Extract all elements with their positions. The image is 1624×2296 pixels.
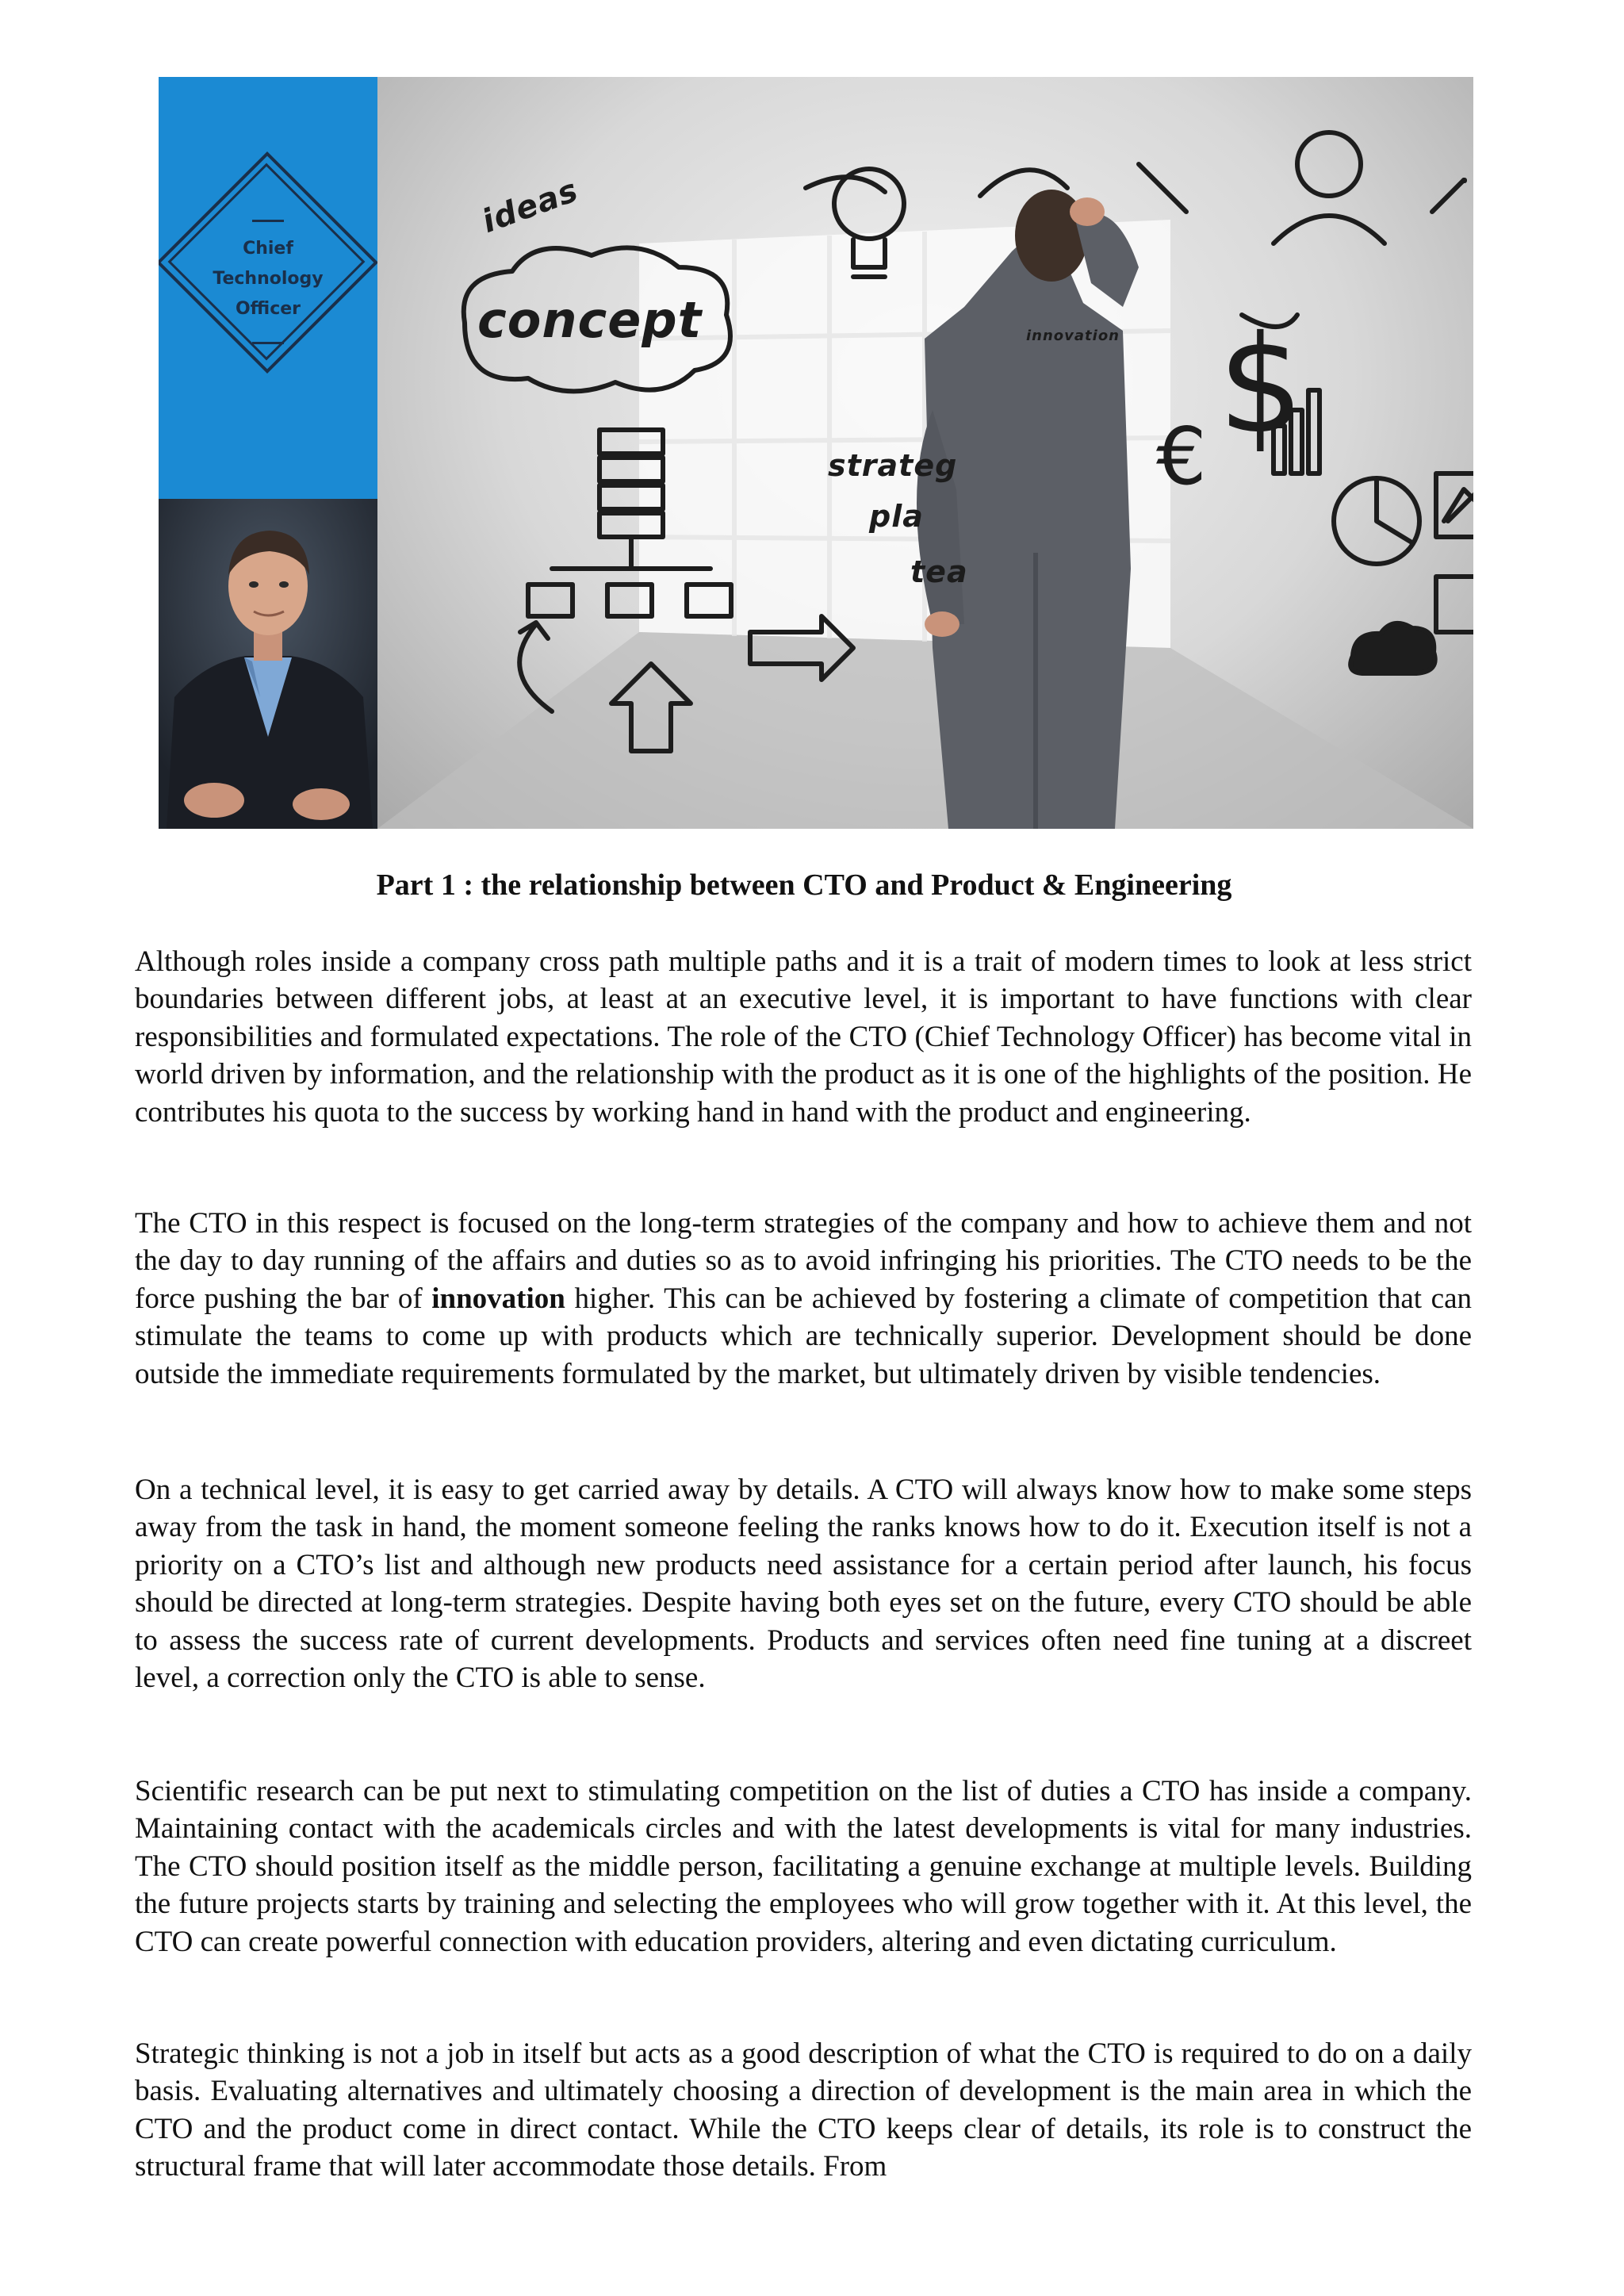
logo-rule-top [252,220,284,222]
sketch-word-concept: concept [477,291,703,349]
cto-logo-panel [159,77,377,499]
sketch-word-ideas: ideas [477,171,584,241]
paragraph-2-text-after: higher. This can be achieved by fostering a climate of competition that can stimulate the teams to come up with products which are technically superior. Development should be done outside the immediate requirements formulated by the market, but ultimately driven by visible tendencies. [135,1282,1472,1390]
sketch-word-strategy: strateg [828,448,958,483]
paragraph-1: Although roles inside a company cross path multiple paths and it is a trait of modern times to look at less strict boundaries between different jobs, at least at an executive level, it is important to have functions with clear responsibilities and formulated expectations. The role of the CTO (Chief Technology Officer) has become vital in world driven by information, and the relationship with the product as it is one of the highlights of the position. He contributes his quota to the success by working hand in hand with the product and engineering. [135,945,1472,1129]
sketch-word-plan: pla [869,499,924,534]
euro-sign-icon: € [1156,410,1208,503]
logo-line-2: Technology [213,269,324,289]
logo-text [159,234,377,324]
header-banner-image [159,77,1473,829]
sketch-word-innovation: innovation [1026,328,1120,344]
executive-portrait-photo [159,499,377,829]
concept-sketch-scene [377,77,1473,829]
sketch-word-team: tea [910,554,968,589]
article-heading: Part 1 : the relationship between CTO and Product & Engineering [376,868,1232,902]
paragraph-2-bold-term: innovation [431,1282,565,1315]
paragraph-2 [135,1205,1472,1393]
portrait-illustration [159,499,377,829]
logo-line-3: Officer [235,299,301,319]
paragraph-2-text-before: The CTO in this respect is focused on the long-term strategies of the company and how to achieve them and not the day to day running of the affairs and duties so as to avoid infringing his priorities. The CTO needs to be the force pushing the bar of [135,1207,1472,1315]
logo-rule-bottom [252,342,284,344]
paragraph-3: On a technical level, it is easy to get carried away by details. A CTO will always know how to make some steps away from the task in hand, the moment someone feeling the ranks knows how to do it. Execution itself is not a priority on a CTO’s list and although new products need assistance for a certain period after launch, his focus should be directed at long-term strategies. Despite having both eyes set on the future, every CTO should be able to assess the success rate of current developments. Products and services often need fine tuning at a discreet level, a correction only the CTO is able to sense. [135,1474,1472,1695]
paragraph-4: Scientific research can be put next to stimulating competition on the list of duties a CTO has inside a company. Maintaining contact with the academicals circles and with the latest developments is vital for many industries. The CTO should position itself as the middle person, facilitating a genuine exchange at multiple levels. Building the future projects starts by training and selecting the employees who will grow together with it. At this level, the CTO can create powerful connection with education providers, altering and even dictating curriculum. [135,1775,1472,1958]
paragraph-5: Strategic thinking is not a job in itself but acts as a good description of what the CTO is required to do on a daily basis. Evaluating alternatives and ultimately choosing a direction of development is the main area in which the CTO and the product come in direct contact. While the CTO keeps clear of details, its role is to construct the structural frame that will later accommodate those details. From [135,2037,1472,2183]
dollar-sign-icon: $ [1218,307,1305,464]
logo-line-1: Chief [243,239,293,259]
